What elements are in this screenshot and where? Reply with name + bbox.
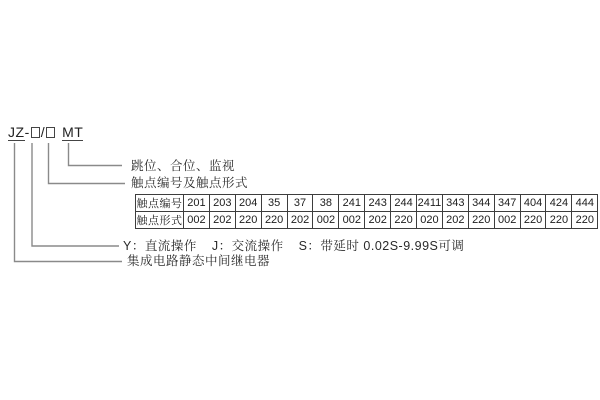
table-cell: 002	[494, 212, 520, 229]
table-cell: 204	[235, 195, 261, 212]
table-cell: 220	[546, 212, 572, 229]
placeholder-box-2	[46, 127, 55, 138]
leader-line-monitor	[69, 143, 123, 166]
table-cell: 243	[365, 195, 391, 212]
row-header: 触点形式	[136, 212, 184, 229]
contact-table-body	[136, 195, 598, 229]
label-dc-operation: Y：直流操作	[123, 239, 197, 253]
table-cell: 37	[287, 195, 313, 212]
table-cell: 002	[339, 212, 365, 229]
table-cell: 002	[184, 212, 210, 229]
table-cell: 020	[417, 212, 443, 229]
table-cell: 343	[442, 195, 468, 212]
contact-table	[135, 194, 598, 229]
table-cell: 203	[209, 195, 235, 212]
table-cell: 244	[391, 195, 417, 212]
table-cell: 444	[572, 195, 598, 212]
table-cell: 424	[546, 195, 572, 212]
table-cell: 220	[261, 212, 287, 229]
table-cell: 35	[261, 195, 287, 212]
contact-table-container	[135, 194, 598, 229]
row-header: 触点编号	[136, 195, 184, 212]
table-cell: 344	[468, 195, 494, 212]
label-operation-modes	[123, 239, 464, 253]
table-cell: 202	[209, 212, 235, 229]
model-hyphen: -	[24, 124, 30, 140]
table-cell: 220	[391, 212, 417, 229]
leader-line-operation	[32, 143, 119, 246]
table-cell: 220	[468, 212, 494, 229]
label-delay-operation: S：带延时 0.02S-9.99S可调	[298, 239, 465, 253]
table-cell: 202	[287, 212, 313, 229]
table-cell: 201	[184, 195, 210, 212]
table-cell: 220	[572, 212, 598, 229]
table-cell: 002	[313, 212, 339, 229]
table-cell: 220	[235, 212, 261, 229]
label-contact-info: 触点编号及触点形式	[131, 176, 249, 190]
label-product-name: 集成电路静态中间继电器	[127, 254, 271, 268]
table-cell: 241	[339, 195, 365, 212]
table-cell: 220	[520, 212, 546, 229]
table-cell: 347	[494, 195, 520, 212]
model-designation	[8, 126, 83, 143]
label-ac-operation: J：交流操作	[211, 239, 284, 253]
model-suffix: MT	[62, 124, 84, 140]
model-slash: /	[40, 124, 46, 140]
leader-line-contact-info	[49, 143, 126, 184]
placeholder-box-1	[31, 127, 40, 138]
model-prefix: JZ	[8, 124, 25, 140]
table-cell: 404	[520, 195, 546, 212]
table-row	[136, 212, 598, 229]
table-cell: 202	[442, 212, 468, 229]
table-row	[136, 195, 598, 212]
table-cell: 202	[365, 212, 391, 229]
label-monitor: 跳位、合位、监视	[131, 159, 236, 173]
table-cell: 2411	[417, 195, 443, 212]
table-cell: 38	[313, 195, 339, 212]
